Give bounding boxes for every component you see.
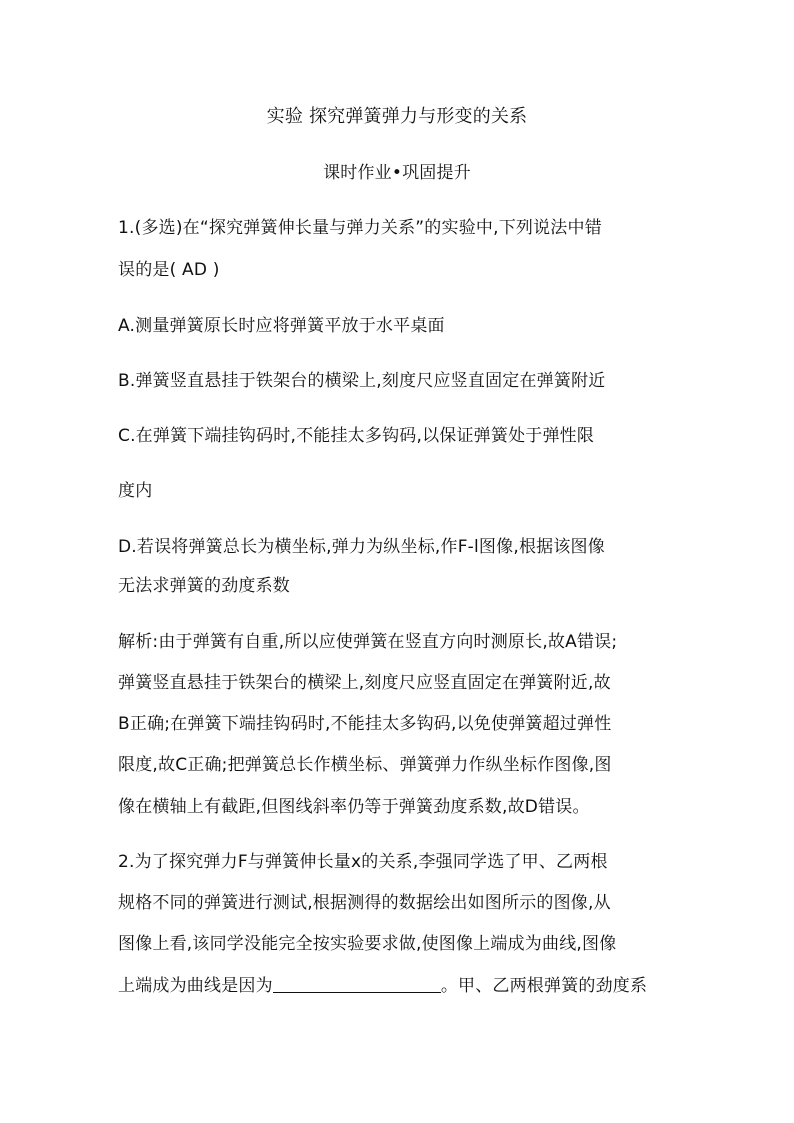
q1-stem-line2: 误的是( AD ) (118, 260, 220, 280)
q2-stem-line3: 图像上看,该同学没能完全按实验要求做,使图像上端成为曲线,图像 (118, 934, 617, 954)
q1-option-a: A.测量弹簧原长时应将弹簧平放于水平桌面 (118, 316, 445, 336)
page-title: 实验 探究弹簧弹力与形变的关系 (266, 106, 528, 127)
answer-blank[interactable] (273, 974, 441, 993)
q1-analysis-line: 解析:由于弹簧有自重,所以应使弹簧在竖直方向时测原长,故A错误; (118, 632, 618, 652)
page-subtitle: 课时作业•巩固提升 (323, 163, 471, 183)
q2-line4-after-blank: 。甲、乙两根弹簧的劲度系 (440, 976, 648, 996)
q1-analysis-line: 弹簧竖直悬挂于铁架台的横梁上,刻度尺应竖直固定在弹簧附近,故 (118, 673, 611, 693)
q1-option-b: B.弹簧竖直悬挂于铁架台的横梁上,刻度尺应竖直固定在弹簧附近 (118, 371, 606, 391)
q1-option-d-line2: 无法求弹簧的劲度系数 (118, 576, 290, 596)
q1-analysis-line: 像在横轴上有截距,但图线斜率仍等于弹簧劲度系数,故D错误。 (118, 797, 590, 817)
q2-stem-line4 (118, 974, 647, 997)
q2-stem-line2: 规格不同的弹簧进行测试,根据测得的数据绘出如图所示的图像,从 (118, 893, 611, 913)
q1-stem-line1: 1.(多选)在“探究弹簧伸长量与弹力关系”的实验中,下列说法中错 (118, 218, 602, 238)
q1-option-d-line1: D.若误将弹簧总长为横坐标,弹力为纵坐标,作F-l图像,根据该图像 (118, 537, 605, 557)
q1-analysis-line: 限度,故C正确;把弹簧总长作横坐标、弹簧弹力作纵坐标作图像,图 (118, 755, 612, 775)
q1-analysis-line: B正确;在弹簧下端挂钩码时,不能挂太多钩码,以免使弹簧超过弹性 (118, 714, 612, 734)
q1-option-c-line1: C.在弹簧下端挂钩码时,不能挂太多钩码,以保证弹簧处于弹性限 (118, 426, 595, 446)
q1-option-c-line2: 度内 (118, 481, 153, 501)
q2-stem-line1: 2.为了探究弹力F与弹簧伸长量x的关系,李强同学选了甲、乙两根 (118, 852, 608, 872)
q2-line4-before-blank: 上端成为曲线是因为 (118, 976, 273, 996)
